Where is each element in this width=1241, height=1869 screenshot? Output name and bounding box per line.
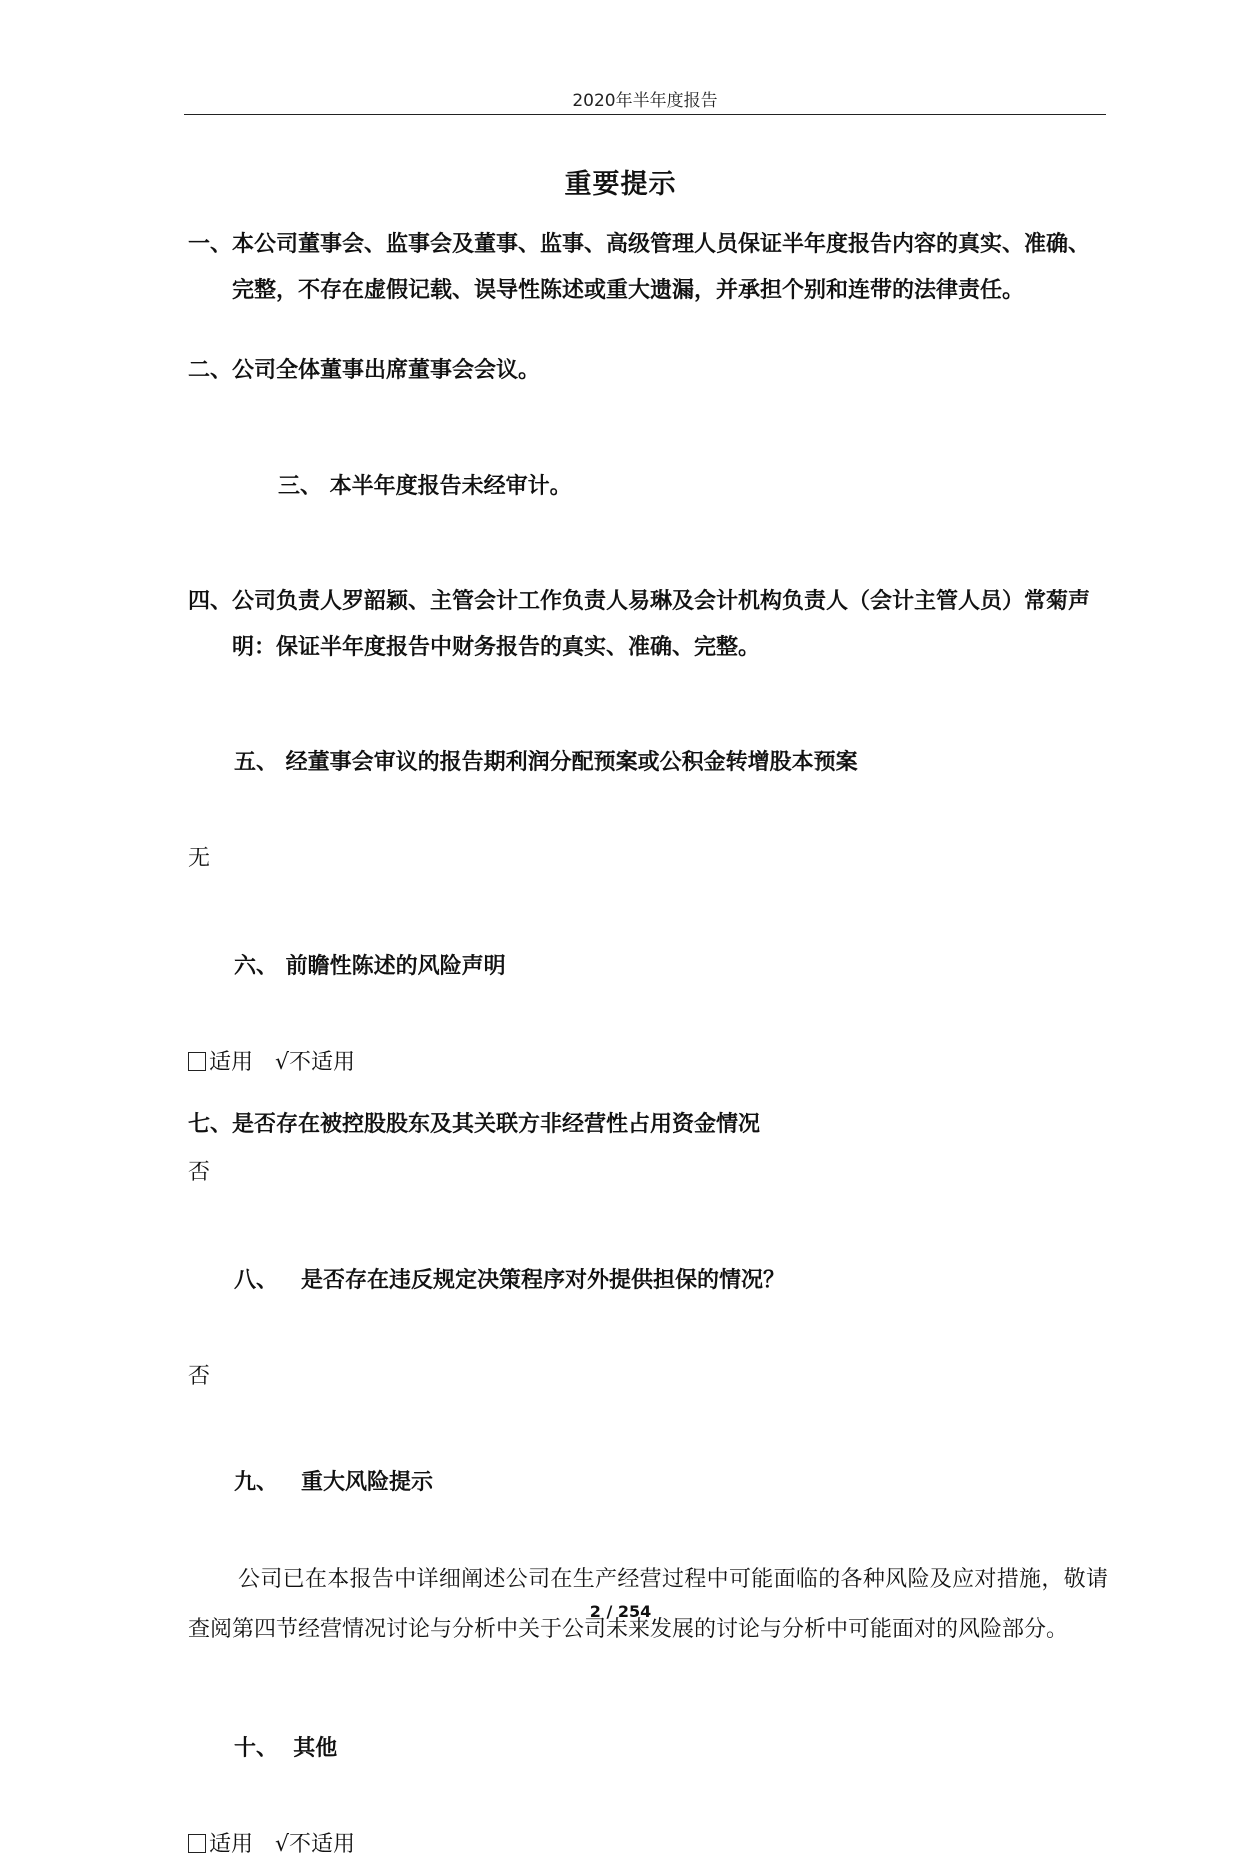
item-text: 经董事会审议的报告期利润分配预案或公积金转增股本预案	[285, 750, 858, 775]
checkbox-icon	[188, 1834, 206, 1853]
item-text: 是否存在违反规定决策程序对外提供担保的情况？	[300, 1268, 785, 1293]
not-applicable-label: 不适用	[289, 1050, 356, 1075]
applicable-label: 适用	[209, 1832, 254, 1857]
item-number: 四、	[188, 589, 233, 614]
item-text: 公司负责人罗韶颖、主管会计工作负责人易琳及会计机构负责人（会计主管人员）常菊声明：保证半年度报告中财务报告的真实、准确、完整。	[232, 589, 1091, 660]
applicability-choice	[188, 1821, 1108, 1869]
item-number: 十、	[233, 1736, 294, 1761]
item-4	[188, 579, 1108, 671]
check-mark-icon: √	[275, 1832, 290, 1857]
risk-paragraph: 公司已在本报告中详细阐述公司在生产经营过程中可能面临的各种风险及应对措施，敬请查阅第四节经营情况讨论与分析中关于公司未来发展的讨论与分析中可能面对的风险部分。	[188, 1567, 1108, 1642]
item-10	[188, 1677, 1108, 1869]
item-1	[188, 222, 1108, 314]
item-answer: 否	[188, 1160, 211, 1185]
running-header: 2020年半年度报告	[572, 91, 718, 111]
item-number: 七、	[188, 1112, 233, 1137]
item-number: 六、	[233, 954, 286, 979]
applicable-label: 适用	[209, 1050, 254, 1075]
item-2	[188, 347, 1108, 395]
item-number: 二、	[188, 358, 233, 383]
page-title: 重要提示	[564, 169, 677, 200]
item-6	[188, 895, 1108, 1087]
page-number: 2 / 254	[589, 1602, 652, 1621]
item-5	[188, 691, 1108, 883]
item-8	[188, 1209, 1108, 1401]
item-number: 八、	[233, 1268, 301, 1293]
item-text: 本公司董事会、监事会及董事、监事、高级管理人员保证半年度报告内容的真实、准确、完整，不存在虚假记载、误导性陈述或重大遗漏，并承担个别和连带的法律责任。	[232, 232, 1091, 303]
item-number: 三、	[277, 474, 330, 499]
item-7	[188, 1101, 1108, 1197]
item-text: 本半年度报告未经审计。	[329, 474, 572, 499]
item-answer: 无	[188, 846, 211, 871]
item-text: 公司全体董事出席董事会会议。	[232, 358, 541, 383]
check-mark-icon: √	[275, 1050, 290, 1075]
item-answer: 否	[188, 1364, 211, 1389]
item-text: 重大风险提示	[300, 1470, 433, 1495]
item-text: 是否存在被控股股东及其关联方非经营性占用资金情况	[232, 1112, 761, 1137]
item-3	[188, 415, 1108, 559]
item-text: 其他	[293, 1736, 338, 1761]
header-divider	[184, 114, 1106, 115]
item-text: 前瞻性陈述的风险声明	[285, 954, 506, 979]
not-applicable-label: 不适用	[289, 1832, 356, 1857]
item-number: 五、	[233, 750, 286, 775]
document-body	[188, 222, 1108, 1869]
checkbox-icon	[188, 1052, 206, 1071]
item-number: 九、	[233, 1470, 301, 1495]
item-number: 一、	[188, 232, 233, 257]
applicability-choice	[188, 1039, 1108, 1087]
